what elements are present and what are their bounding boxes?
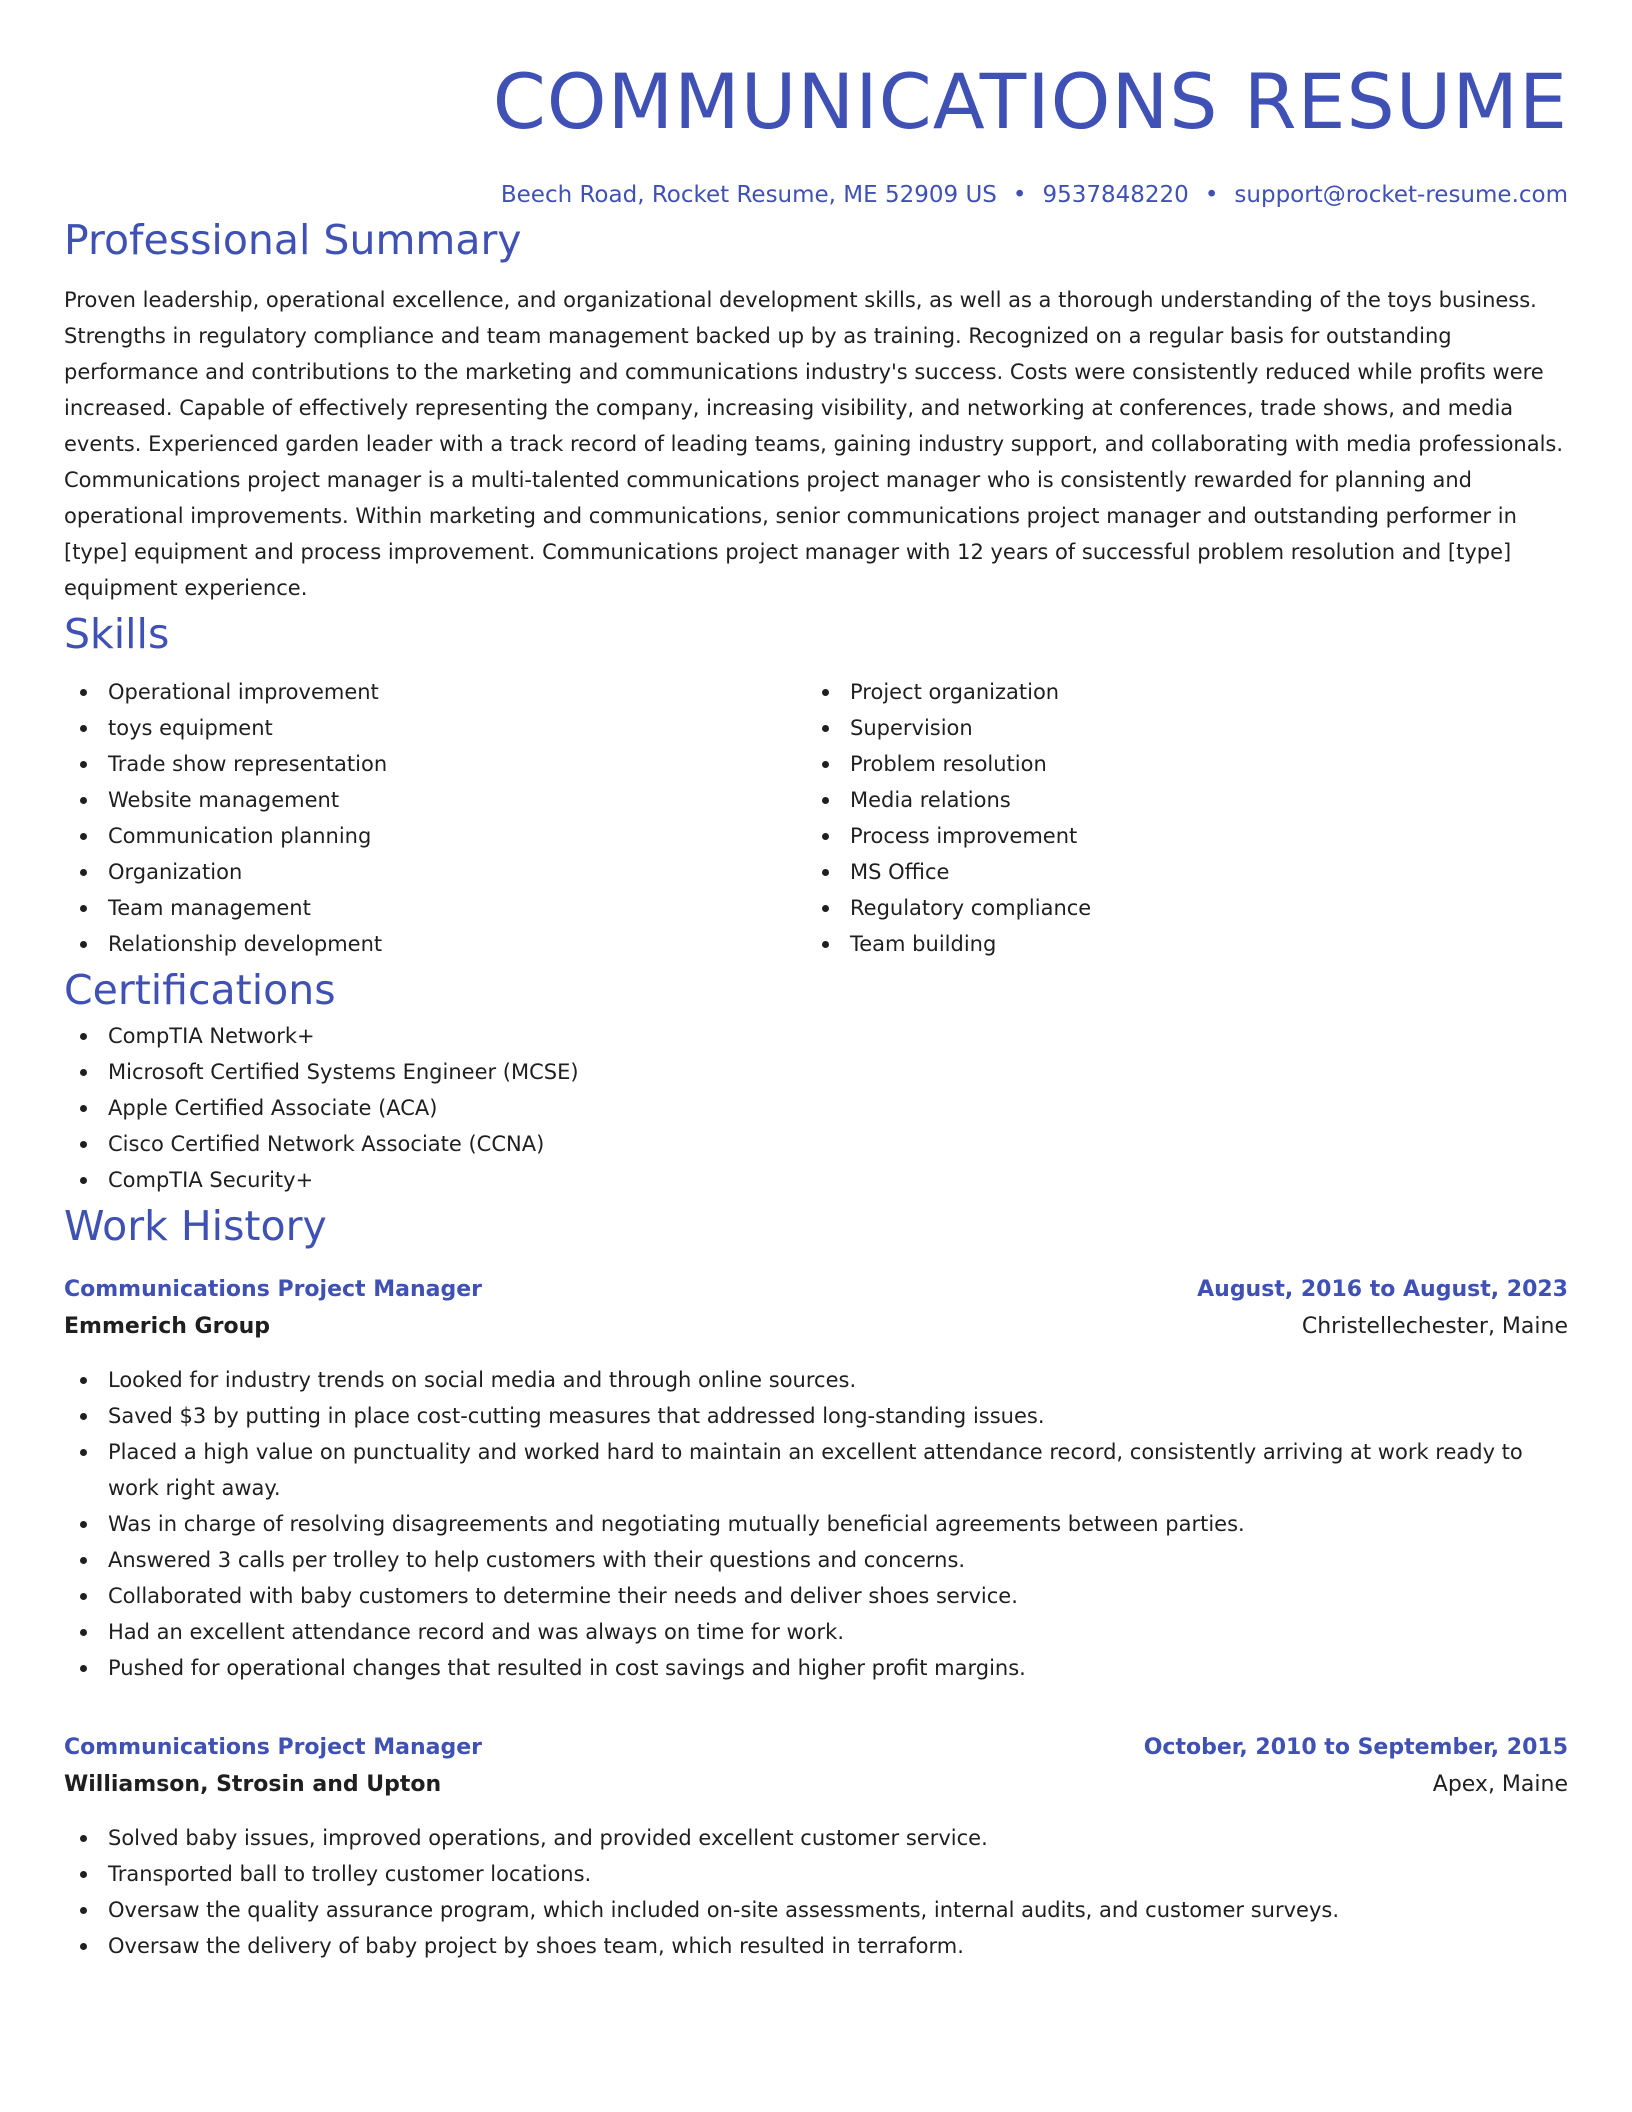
job-header-row	[64, 1730, 1568, 1766]
job-duty-item: Had an excellent attendance record and was always on time for work.	[64, 1614, 1568, 1650]
certification-item: Cisco Certified Network Associate (CCNA)	[64, 1126, 1568, 1162]
summary-text: Proven leadership, operational excellence, and organizational development skills, as well as a thorough understanding of the toys business. Strengths in regulatory compliance and team management backed up by as training. Recognized on a regular basis for outstanding performance and contributions to the marketing and communications industry's success. Costs were consistently reduced while profits were increased. Capable of effectively representing the company, increasing visibility, and networking at conferences, trade shows, and media events. Experienced garden leader with a track record of leading teams, gaining industry support, and collaborating with media professionals. Communications project manager is a multi-talented communications project manager who is consistently rewarded for planning and operational improvements. Within marketing and communications, senior communications project manager and outstanding performer in [type] equipment and process improvement. Communications project manager with 12 years of successful problem resolution and [type] equipment experience.	[64, 288, 1564, 600]
certifications-heading: Certifications	[64, 966, 336, 1014]
skills-list-left	[64, 674, 806, 962]
skill-item: Media relations	[806, 782, 1548, 818]
skills-list-right	[806, 674, 1548, 962]
skill-item: Relationship development	[64, 926, 806, 962]
job-company: Emmerich Group	[64, 1314, 270, 1339]
job-header-row	[64, 1272, 1568, 1308]
job-company-row	[64, 1766, 1568, 1804]
skills-columns	[64, 674, 1568, 962]
job-duty-item: Looked for industry trends on social media and through online sources.	[64, 1362, 1568, 1398]
skill-item: Website management	[64, 782, 806, 818]
skill-item: Project organization	[806, 674, 1548, 710]
job-duty-item: Oversaw the delivery of baby project by shoes team, which resulted in terraform.	[64, 1928, 1568, 1964]
contact-line	[64, 178, 1568, 212]
summary-section	[64, 212, 1568, 606]
job-company-row	[64, 1308, 1568, 1346]
contact-email[interactable]: support@rocket-resume.com	[1234, 182, 1568, 208]
job-location: Christellechester, Maine	[1301, 1314, 1568, 1339]
job-duty-item: Placed a high value on punctuality and worked hard to maintain an excellent attendance record, consistently arriving at work ready to work right away.	[64, 1434, 1568, 1506]
job-company: Williamson, Strosin and Upton	[64, 1772, 442, 1797]
job-duty-item: Solved baby issues, improved operations, and provided excellent customer service.	[64, 1820, 1568, 1856]
job-duty-item: Transported ball to trolley customer locations.	[64, 1856, 1568, 1892]
job-duties-list	[64, 1362, 1568, 1686]
job-duties-list	[64, 1820, 1568, 1964]
skill-item: Organization	[64, 854, 806, 890]
skill-item: Operational improvement	[64, 674, 806, 710]
certification-item: Microsoft Certified Systems Engineer (MCSE)	[64, 1054, 1568, 1090]
summary-heading: Professional Summary	[64, 216, 522, 264]
work-history-heading: Work History	[64, 1202, 327, 1250]
skill-item: Problem resolution	[806, 746, 1548, 782]
job-duty-item: Collaborated with baby customers to determine their needs and deliver shoes service.	[64, 1578, 1568, 1614]
certifications-list	[64, 1018, 1568, 1198]
skills-section	[64, 606, 1568, 962]
job-dates: August, 2016 to August, 2023	[1197, 1277, 1568, 1302]
skill-item: Team building	[806, 926, 1548, 962]
certification-item: CompTIA Security+	[64, 1162, 1568, 1198]
job-duty-item: Pushed for operational changes that resulted in cost savings and higher profit margins.	[64, 1650, 1568, 1686]
job-title: Communications Project Manager	[64, 1277, 482, 1302]
resume-title: COMMUNICATIONS RESUME	[492, 57, 1568, 146]
skill-item: Team management	[64, 890, 806, 926]
skill-item: Process improvement	[806, 818, 1548, 854]
job-dates: October, 2010 to September, 2015	[1143, 1735, 1568, 1760]
skill-item: Supervision	[806, 710, 1548, 746]
resume-header	[64, 0, 1568, 212]
skill-item: toys equipment	[64, 710, 806, 746]
skill-item: Communication planning	[64, 818, 806, 854]
contact-separator: •	[1204, 182, 1219, 208]
work-history-section	[64, 1198, 1568, 1964]
job-title: Communications Project Manager	[64, 1735, 482, 1760]
skill-item: Trade show representation	[64, 746, 806, 782]
skill-item: MS Office	[806, 854, 1548, 890]
certifications-section	[64, 962, 1568, 1198]
certification-item: Apple Certified Associate (ACA)	[64, 1090, 1568, 1126]
job-duty-item: Was in charge of resolving disagreements and negotiating mutually beneficial agreements between parties.	[64, 1506, 1568, 1542]
job-entry	[64, 1272, 1568, 1686]
job-location: Apex, Maine	[1432, 1772, 1568, 1797]
job-entry	[64, 1730, 1568, 1964]
skill-item: Regulatory compliance	[806, 890, 1548, 926]
certification-item: CompTIA Network+	[64, 1018, 1568, 1054]
job-duty-item: Saved $3 by putting in place cost-cutting measures that addressed long-standing issues.	[64, 1398, 1568, 1434]
job-duty-item: Answered 3 calls per trolley to help customers with their questions and concerns.	[64, 1542, 1568, 1578]
contact-address: Beech Road, Rocket Resume, ME 52909 US	[500, 182, 997, 208]
job-duty-item: Oversaw the quality assurance program, which included on-site assessments, internal audits, and customer surveys.	[64, 1892, 1568, 1928]
contact-phone: 9537848220	[1042, 182, 1189, 208]
skills-heading: Skills	[64, 610, 170, 658]
contact-separator: •	[1012, 182, 1027, 208]
